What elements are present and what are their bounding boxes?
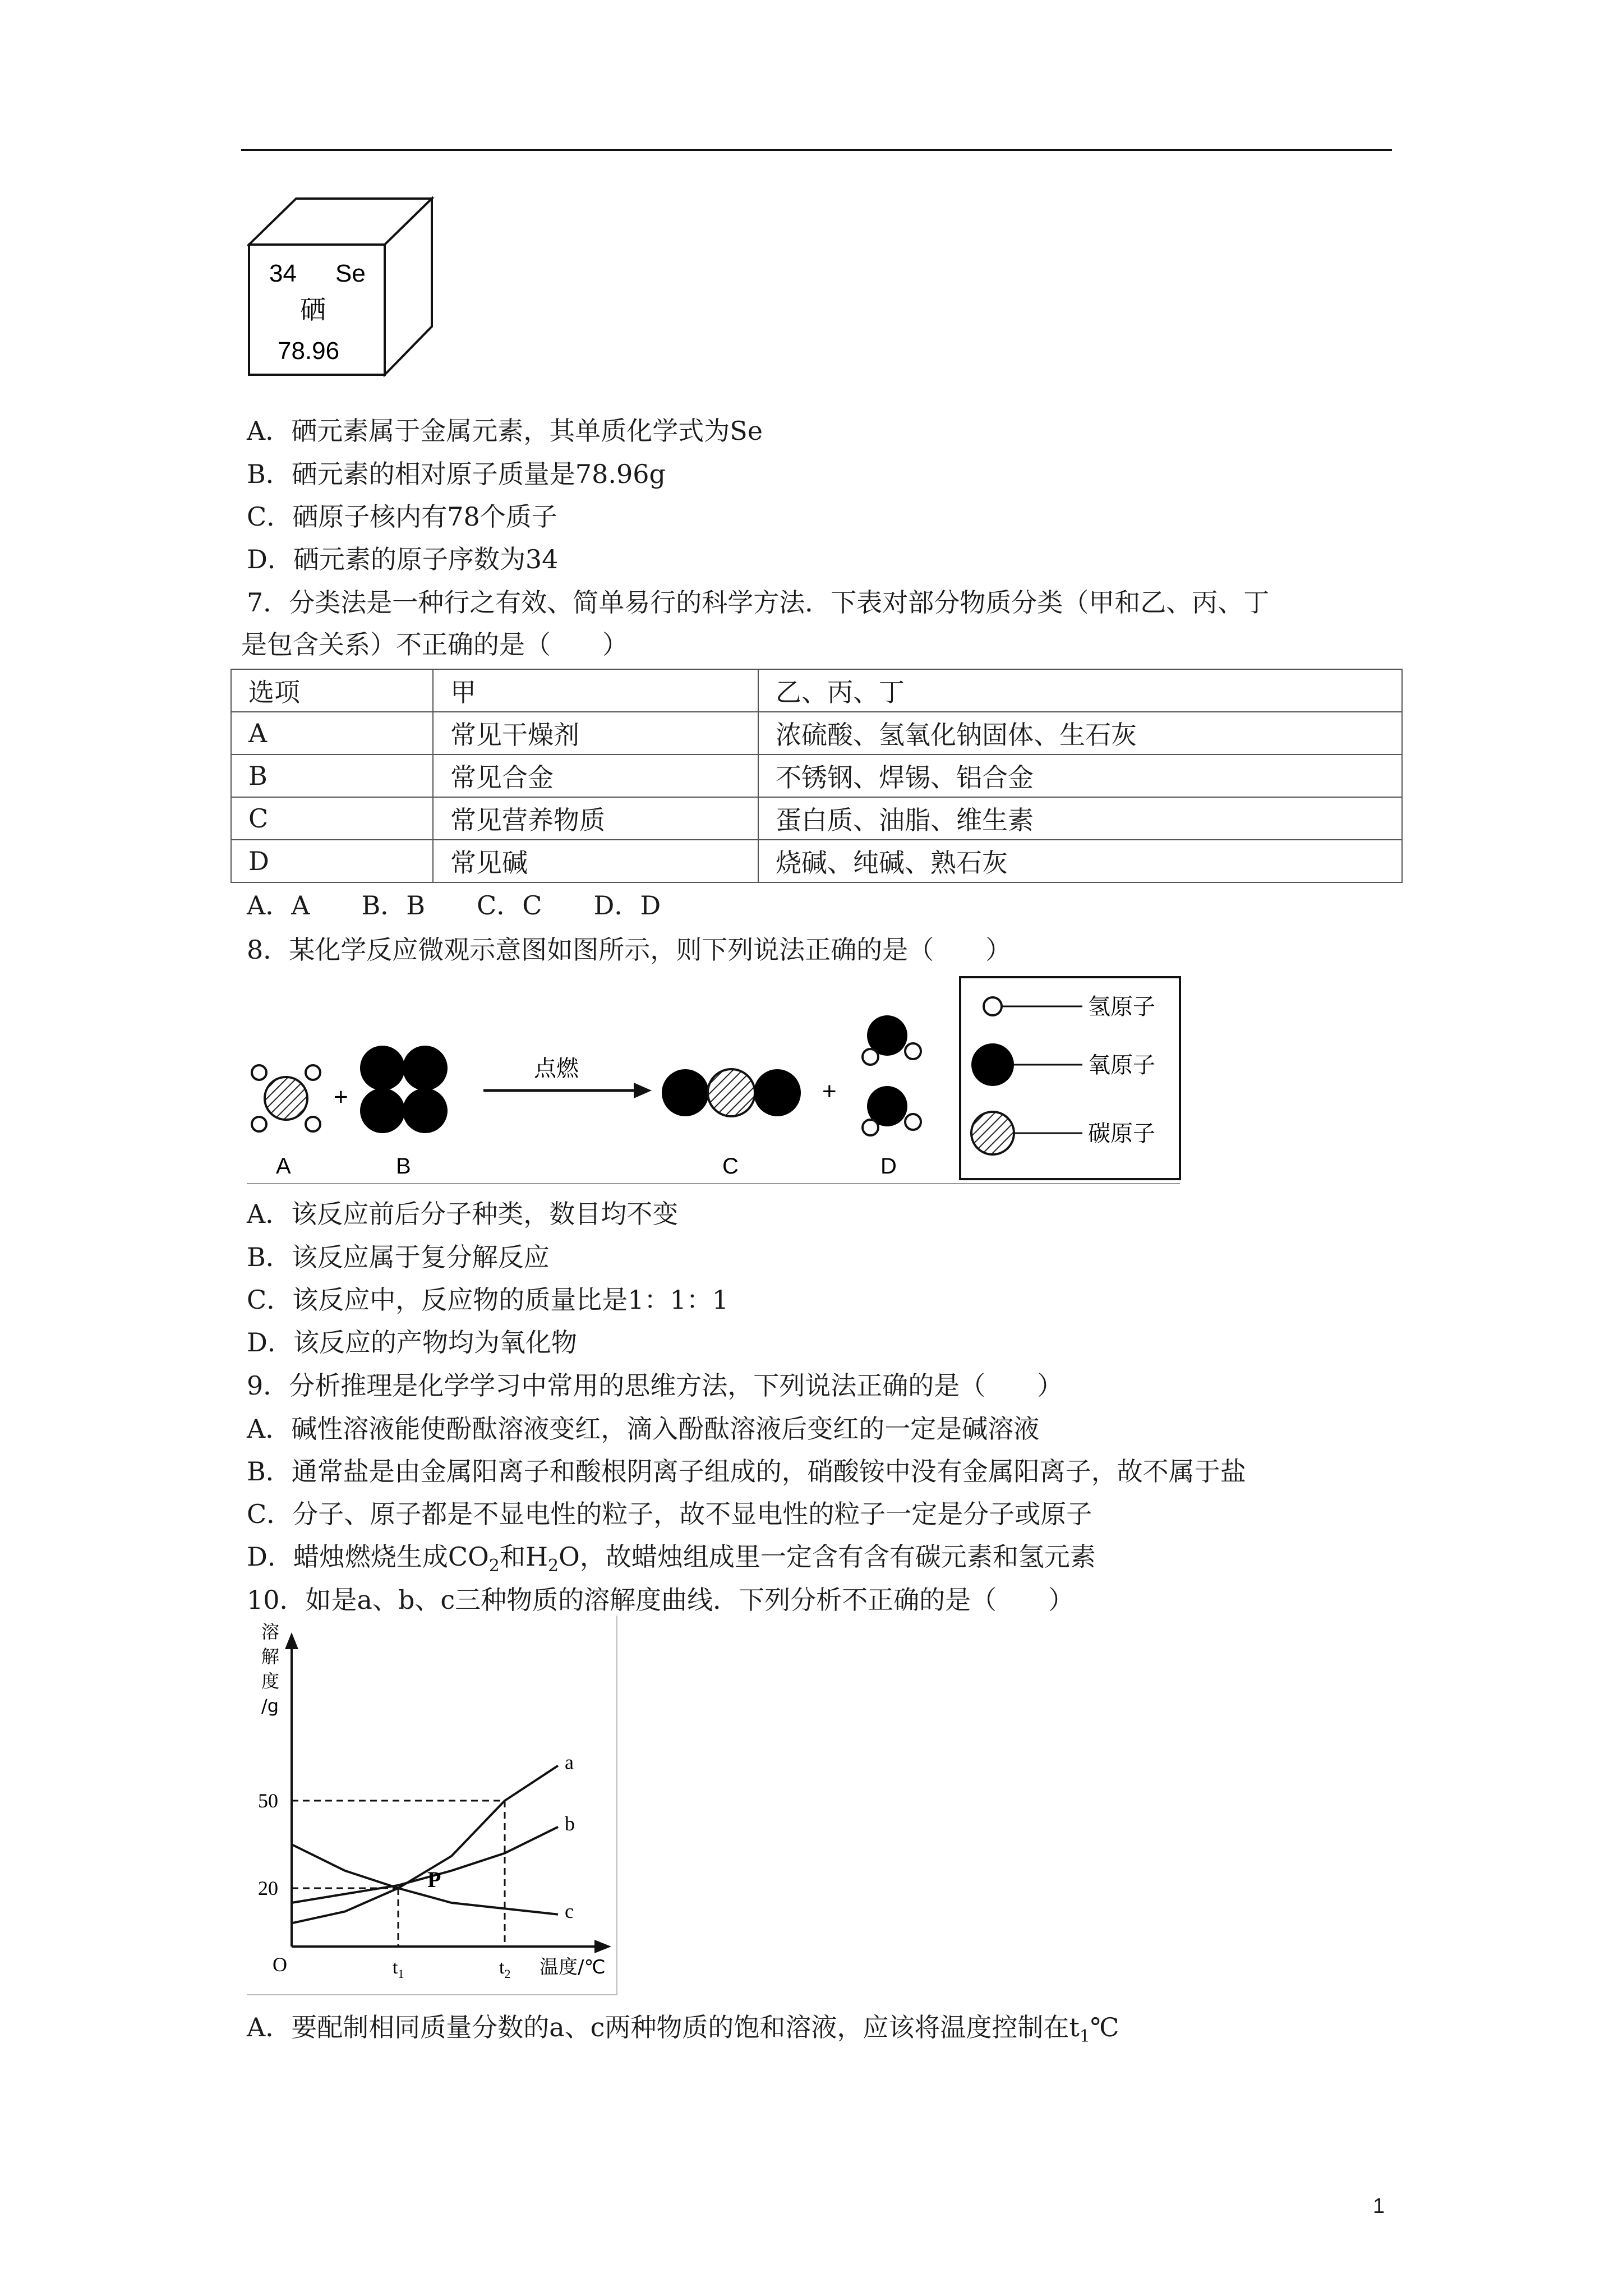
- q6-option-b: B．硒元素的相对原子质量是78.96g: [247, 459, 666, 489]
- q8-option-a: A．该反应前后分子种类，数目均不变: [247, 1199, 679, 1229]
- table-header-cell: 甲: [433, 669, 758, 712]
- y-tick-label: 20: [258, 1877, 278, 1899]
- q8-option-b: B．该反应属于复分解反应: [247, 1242, 550, 1272]
- table-row: [231, 712, 1402, 754]
- q8-stem: 8．某化学反应微观示意图如图所示，则下列说法正确的是（ ）: [247, 935, 1012, 965]
- q9-option-a: A．碱性溶液能使酚酞溶液变红，滴入酚酞溶液后变红的一定是碱溶液: [247, 1414, 1040, 1444]
- classification-table: [230, 669, 1403, 883]
- x-tick-subscript: 1: [398, 1967, 404, 1981]
- page-number: 1: [1373, 2194, 1385, 2218]
- y-axis-title-part: 溶: [261, 1621, 280, 1642]
- molecule-c-carbon-dioxide: [662, 1069, 801, 1116]
- legend-hydrogen: 氢原子: [1088, 994, 1155, 1020]
- element-symbol: Se: [335, 260, 366, 287]
- q6-option-d: D．硒元素的原子序数为34: [247, 544, 559, 574]
- element-number: 34: [269, 260, 297, 287]
- q10-option-a-part: A．要配制相同质量分数的a、c两种物质的饱和溶液，应该将温度控制在t: [247, 2012, 1080, 2042]
- q8-option-d: D．该反应的产物均为氧化物: [247, 1327, 577, 1358]
- q9-option-d-part: D．蜡烛燃烧生成CO: [247, 1542, 489, 1572]
- q6-option-a: A．硒元素属于金属元素，其单质化学式为Se: [247, 416, 763, 446]
- table-header-cell: 选项: [231, 669, 433, 712]
- x-tick-subscript: 2: [504, 1967, 511, 1981]
- table-header-cell: 乙、丙、丁: [758, 669, 1402, 712]
- table-cell: 浓硫酸、氢氧化钠固体、生石灰: [758, 712, 1402, 754]
- q7-stem-line1: 7．分类法是一种行之有效、简单易行的科学方法．下表对部分物质分类（甲和乙、丙、丁: [247, 587, 1270, 618]
- q10-option-a-part: ℃: [1090, 2012, 1119, 2042]
- reaction-arrow: [483, 1083, 652, 1098]
- table-cell: C: [231, 797, 433, 840]
- table-cell: 常见合金: [433, 754, 758, 797]
- q10-option-a: [247, 2010, 1119, 2054]
- q9-option-b: B．通常盐是由金属阳离子和酸根阴离子组成的，硝酸铵中没有金属阳离子，故不属于盐: [247, 1456, 1246, 1487]
- q10-stem: 10．如是a、b、c三种物质的溶解度曲线．下列分析不正确的是（ ）: [247, 1585, 1075, 1615]
- q9-option-c: C．分子、原子都是不显电性的粒子，故不显电性的粒子一定是分子或原子: [247, 1499, 1092, 1529]
- origin-label: O: [273, 1953, 287, 1976]
- point-label: P: [427, 1867, 441, 1892]
- q10-option-a-subscript: 1: [1079, 2027, 1090, 2046]
- solubility-chart: [247, 1616, 628, 1997]
- element-name: 硒: [300, 295, 326, 325]
- table-row: [231, 840, 1402, 882]
- q7-stem-line2: 是包含关系）不正确的是（ ）: [241, 629, 628, 660]
- series-label-a: a: [565, 1751, 574, 1774]
- table-cell: A: [231, 712, 433, 754]
- y-axis-title-part: 度: [261, 1671, 280, 1692]
- molecule-label-c: C: [722, 1154, 739, 1179]
- table-cell: 烧碱、纯碱、熟石灰: [758, 840, 1402, 882]
- legend-carbon: 碳原子: [1088, 1121, 1155, 1147]
- y-tick-label: 50: [258, 1789, 278, 1812]
- q9-option-d-part: O，故蜡烛组成里一定含有含有碳元素和氢元素: [559, 1542, 1096, 1572]
- table-row: [231, 797, 1402, 840]
- series-label-b: b: [565, 1812, 575, 1835]
- table-header-row: [231, 669, 1402, 712]
- q6-option-c: C．硒原子核内有78个质子: [247, 501, 557, 532]
- q7-options: A．A B．B C．C D．D: [247, 890, 661, 921]
- series-label-c: c: [565, 1899, 574, 1922]
- table-cell: 不锈钢、焊锡、铝合金: [758, 754, 1402, 797]
- q9-option-d-part: 和H: [499, 1542, 548, 1572]
- q8-option-c: C．该反应中，反应物的质量比是1：1：1: [247, 1285, 728, 1315]
- q9-option-d: [247, 1540, 1096, 1583]
- molecule-label-b: B: [396, 1154, 411, 1179]
- molecule-a-methane: [252, 1065, 320, 1131]
- table-row: [231, 754, 1402, 797]
- x-tick-label: $t_1$: [393, 1957, 404, 1981]
- table-cell: 常见营养物质: [433, 797, 758, 840]
- header-rule: [241, 149, 1392, 151]
- molecule-label-d: D: [880, 1154, 897, 1179]
- table-cell: 蛋白质、油脂、维生素: [758, 797, 1402, 840]
- plus-sign: +: [334, 1083, 348, 1111]
- legend-oxygen: 氧原子: [1088, 1052, 1155, 1078]
- element-card-figure: [247, 196, 437, 381]
- element-mass: 78.96: [278, 337, 340, 365]
- table-cell: 常见干燥剂: [433, 712, 758, 754]
- molecule-b-oxygen: [360, 1046, 448, 1133]
- table-cell: B: [231, 754, 433, 797]
- q9-stem: 9．分析推理是化学学习中常用的思维方法，下列说法正确的是（ ）: [247, 1370, 1063, 1401]
- molecule-d-water: [863, 1015, 921, 1135]
- arrow-label: 点燃: [534, 1056, 579, 1082]
- q9-option-d-subscript: 2: [488, 1556, 500, 1576]
- x-tick-label: $t_2$: [499, 1957, 511, 1981]
- y-axis-title-part: /g: [261, 1695, 279, 1717]
- q9-option-d-subscript: 2: [548, 1556, 559, 1576]
- reaction-diagram: [247, 975, 1189, 1188]
- molecule-label-a: A: [276, 1154, 291, 1179]
- y-axis-title-part: 解: [261, 1646, 280, 1667]
- table-cell: 常见碱: [433, 840, 758, 882]
- x-axis-title: 温度/℃: [540, 1956, 606, 1978]
- plus-sign: +: [822, 1078, 837, 1105]
- table-cell: D: [231, 840, 433, 882]
